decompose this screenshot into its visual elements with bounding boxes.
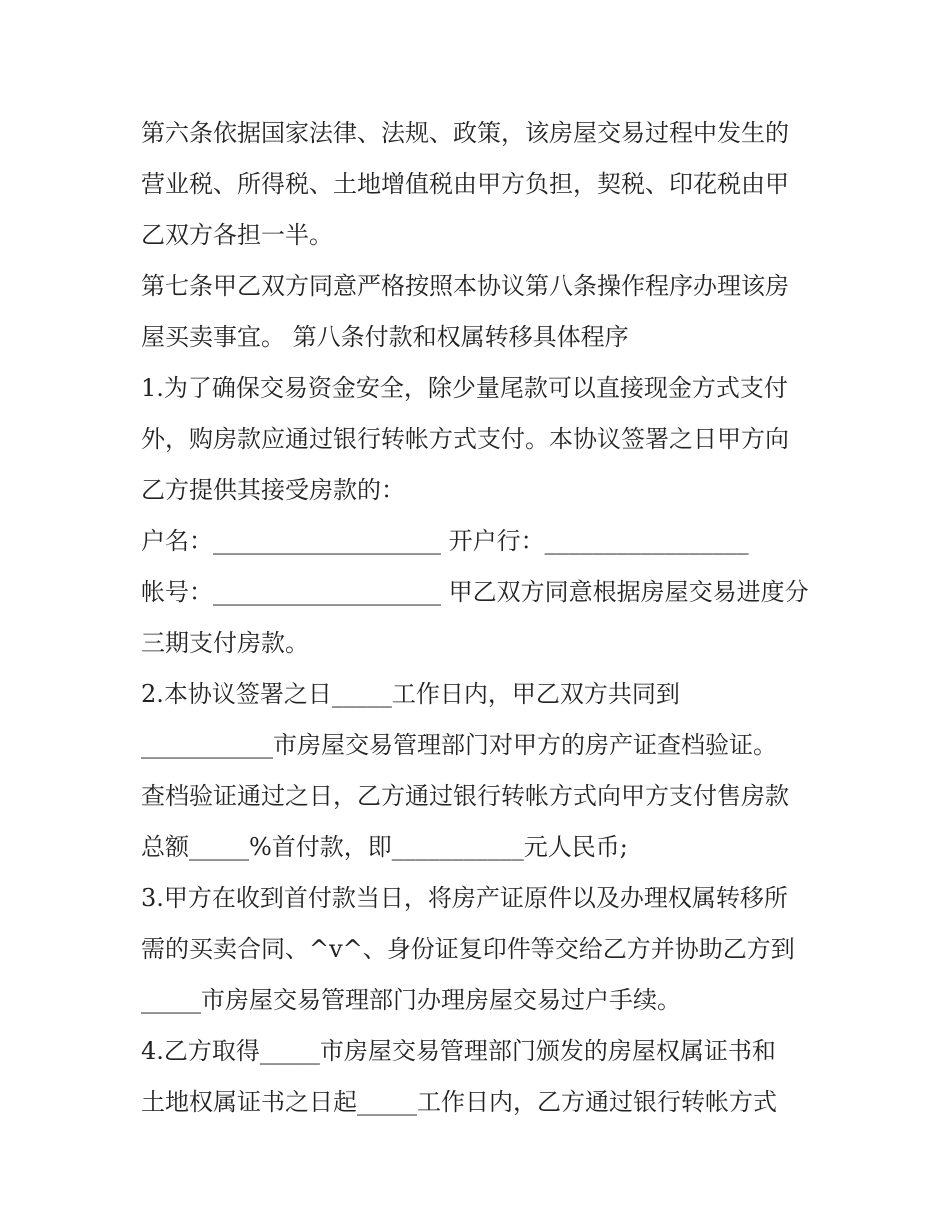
text-line: 4.乙方取得_____市房屋交易管理部门颁发的房屋权属证书和 (141, 1037, 776, 1065)
text-line: 户名：___________________ 开户行：_________________ (141, 527, 749, 555)
text-line: 总额_____%首付款，即___________元人民币; (141, 833, 628, 861)
text-line: 需的买卖合同、^v^、身份证复印件等交给乙方并协助乙方到 (141, 935, 795, 963)
text-line: 屋买卖事宜。 第八条付款和权属转移具体程序 (141, 323, 629, 351)
text-line: 第七条甲乙双方同意严格按照本协议第八条操作程序办理该房 (141, 272, 789, 300)
text-line: 乙双方各担一半。 (141, 221, 333, 249)
text-line: 外，购房款应通过银行转帐方式支付。本协议签署之日甲方向 (141, 425, 789, 453)
text-line: 3.甲方在收到首付款当日，将房产证原件以及办理权属转移所 (141, 884, 788, 912)
text-line: 第六条依据国家法律、法规、政策，该房屋交易过程中发生的 (141, 119, 789, 147)
text-line: 乙方提供其接受房款的： (141, 476, 405, 504)
text-line: 营业税、所得税、土地增值税由甲方负担，契税、印花税由甲 (141, 170, 789, 198)
text-line: 帐号：___________________ 甲乙双方同意根据房屋交易进度分 (141, 578, 809, 606)
text-line: 2.本协议签署之日_____工作日内，甲乙双方共同到 (141, 680, 680, 708)
text-line: 查档验证通过之日，乙方通过银行转帐方式向甲方支付售房款 (141, 782, 789, 810)
text-line: _____市房屋交易管理部门办理房屋交易过户手续。 (141, 986, 681, 1014)
text-line: 土地权属证书之日起_____工作日内，乙方通过银行转帐方式 (141, 1088, 777, 1116)
text-line: 三期支付房款。 (141, 629, 309, 657)
text-line: ___________市房屋交易管理部门对甲方的房产证查档验证。 (141, 731, 777, 759)
text-line: 1.为了确保交易资金安全，除少量尾款可以直接现金方式支付 (141, 374, 788, 402)
document-body (141, 108, 816, 1128)
